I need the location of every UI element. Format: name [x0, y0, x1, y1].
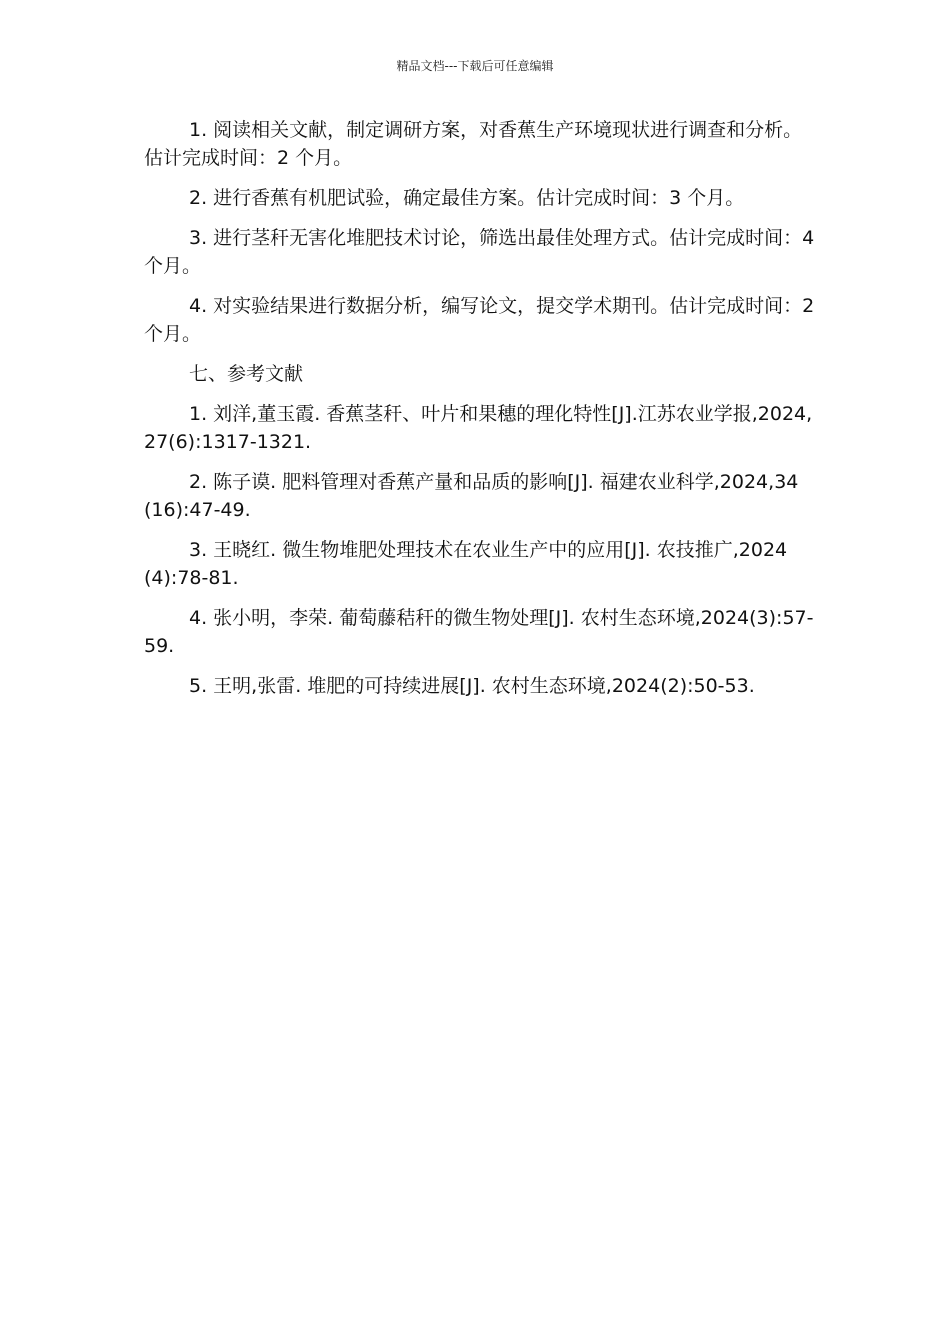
document-body [144, 116, 816, 712]
reference-3: 3. 王晓红. 微生物堆肥处理技术在农业生产中的应用[J]. 农技推广,2024(4):78-81. [144, 539, 788, 589]
reference-2: 2. 陈子谟. 肥料管理对香蕉产量和品质的影响[J]. 福建农业科学,2024,34(16):47-49. [144, 471, 799, 521]
plan-step-3: 3. 进行茎秆无害化堆肥技术讨论，筛选出最佳处理方式。估计完成时间：4 个月。 [144, 227, 815, 277]
section-heading-references: 七、参考文献 [189, 363, 304, 385]
reference-4: 4. 张小明，李荣. 葡萄藤秸秆的微生物处理[J]. 农村生态环境,2024(3):57-59. [144, 607, 814, 657]
reference-1: 1. 刘洋,董玉霞. 香蕉茎秆、叶片和果穗的理化特性[J].江苏农业学报,2024,27(6):1317-1321. [144, 403, 813, 453]
plan-step-1: 1. 阅读相关文献，制定调研方案，对香蕉生产环境现状进行调查和分析。估计完成时间：2 个月。 [144, 119, 803, 169]
plan-step-4: 4. 对实验结果进行数据分析，编写论文，提交学术期刊。估计完成时间：2 个月。 [144, 295, 815, 345]
plan-step-2: 2. 进行香蕉有机肥试验，确定最佳方案。估计完成时间：3 个月。 [189, 187, 745, 209]
reference-5: 5. 王明,张雷. 堆肥的可持续进展[J]. 农村生态环境,2024(2):50-53. [189, 675, 755, 697]
page-header: 精品文档---下载后可任意编辑 [396, 59, 554, 73]
